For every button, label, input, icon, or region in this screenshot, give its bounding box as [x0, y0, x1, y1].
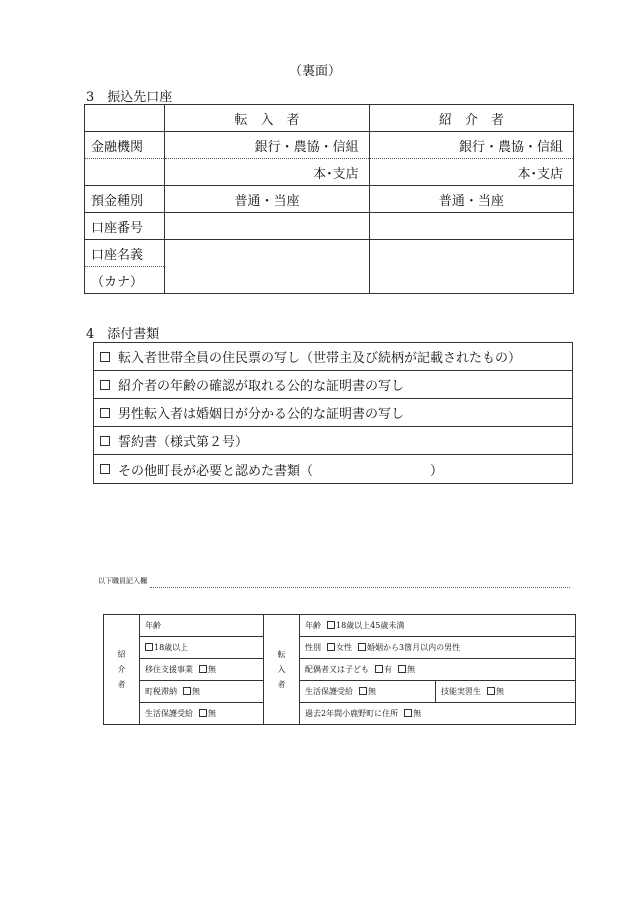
checkbox[interactable] — [358, 643, 366, 651]
checkbox[interactable] — [100, 352, 110, 362]
header-transferee: 転 入 者 — [165, 105, 369, 132]
attachment-item[interactable]: その他町長が必要と認めた書類（ ） — [94, 455, 572, 483]
attachment-item[interactable]: 誓約書（様式第２号） — [94, 427, 572, 455]
checkbox[interactable] — [327, 643, 335, 651]
checkbox[interactable] — [375, 665, 383, 673]
intro-age-label: 年齢 — [140, 615, 264, 637]
introducer-account-number[interactable] — [369, 213, 573, 240]
checkbox[interactable] — [100, 436, 110, 446]
trans-welfare-row: 生活保護受給 無 — [300, 681, 436, 703]
checkbox[interactable] — [404, 709, 412, 717]
introducer-vertical-label: 紹 介 者 — [104, 615, 140, 725]
transferee-vertical-label: 転 入 者 — [264, 615, 300, 725]
section4-heading: 4 添付書類 — [86, 327, 160, 342]
attachment-item[interactable]: 男性転入者は婚姻日が分かる公的な証明書の写し — [94, 399, 572, 427]
attachment-item[interactable]: 紹介者の年齢の確認が取れる公的な証明書の写し — [94, 371, 572, 399]
checkbox[interactable] — [398, 665, 406, 673]
intro-support-row: 移住支援事業 無 — [140, 659, 264, 681]
staff-entry-table — [103, 614, 576, 725]
trans-trainee-row: 技能実習生 無 — [436, 681, 576, 703]
intro-welfare-row: 生活保護受給 無 — [140, 703, 264, 725]
introducer-deposit-type[interactable]: 普通・当座 — [369, 186, 573, 213]
intro-age-option: 18歳以上 — [140, 637, 264, 659]
trans-age-row: 年齢 18歳以上45歳未満 — [300, 615, 576, 637]
checkbox[interactable] — [199, 665, 207, 673]
checkbox[interactable] — [100, 464, 110, 474]
section3-heading: 3 振込先口座 — [86, 90, 173, 105]
attachment-item[interactable]: 転入者世帯全員の住民票の写し（世帯主及び続柄が記載されたもの） — [94, 343, 572, 371]
transferee-account-name[interactable] — [165, 240, 369, 294]
divider — [150, 587, 570, 588]
introducer-bank-types[interactable]: 銀行・農協・信組 — [369, 132, 573, 159]
label-institution: 金融機関 — [85, 132, 165, 159]
trans-residence-row: 過去2年間小鹿野町に住所 無 — [300, 703, 576, 725]
label-account-number: 口座番号 — [85, 213, 165, 240]
checkbox[interactable] — [145, 643, 153, 651]
checkbox[interactable] — [359, 687, 367, 695]
intro-tax-row: 町税滞納 無 — [140, 681, 264, 703]
checkbox[interactable] — [199, 709, 207, 717]
transferee-account-number[interactable] — [165, 213, 369, 240]
checkbox[interactable] — [183, 687, 191, 695]
transferee-bank-types[interactable]: 銀行・農協・信組 — [165, 132, 369, 159]
transferee-deposit-type[interactable]: 普通・当座 — [165, 186, 369, 213]
header-introducer: 紹 介 者 — [369, 105, 573, 132]
introducer-branch[interactable]: 本･支店 — [369, 159, 573, 186]
label-account-name-kana: （カナ） — [85, 267, 165, 294]
checkbox[interactable] — [327, 621, 335, 629]
label-account-name: 口座名義 — [85, 240, 165, 267]
transferee-branch[interactable]: 本･支店 — [165, 159, 369, 186]
attachment-list — [93, 342, 573, 484]
checkbox[interactable] — [487, 687, 495, 695]
checkbox[interactable] — [100, 380, 110, 390]
header-blank-cell — [85, 105, 165, 132]
trans-gender-row: 性別 女性 婚姻から3箇月以内の男性 — [300, 637, 576, 659]
trans-spouse-row: 配偶者又は子ども 有 無 — [300, 659, 576, 681]
page-title: （裏面） — [288, 64, 341, 79]
label-institution-cont — [85, 159, 165, 186]
checkbox[interactable] — [100, 408, 110, 418]
label-deposit-type: 預金種別 — [85, 186, 165, 213]
transfer-account-table — [84, 104, 574, 294]
staff-section-label: 以下職員記入欄 — [98, 577, 147, 585]
introducer-account-name[interactable] — [369, 240, 573, 294]
